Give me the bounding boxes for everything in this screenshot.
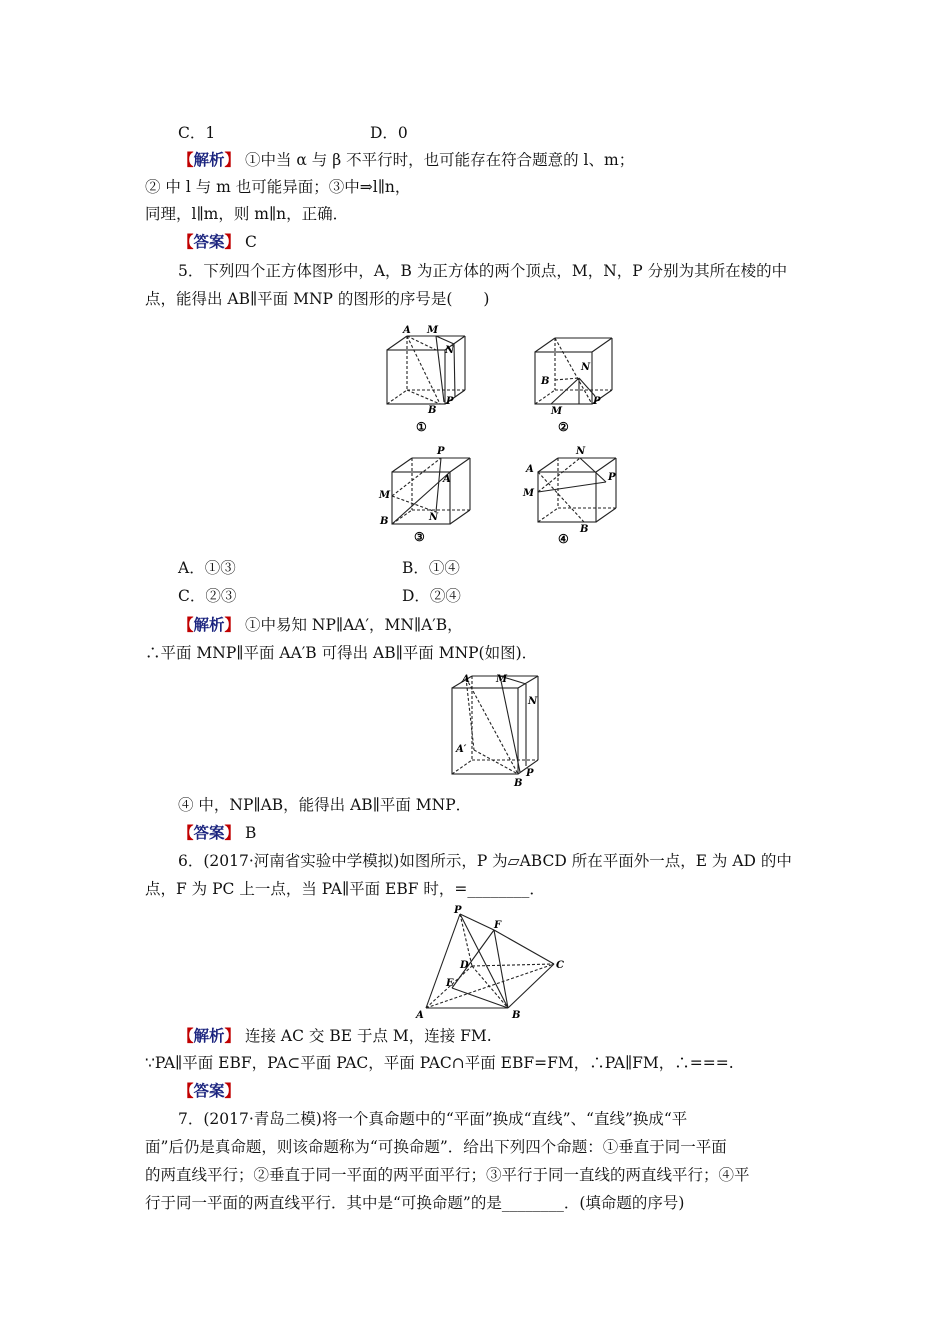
f1-number: ① (416, 420, 427, 434)
q6-analysis (178, 1025, 492, 1047)
cube-figure-1 (378, 320, 478, 438)
cube-figure-3 (376, 440, 476, 558)
pyramid-label-p: P (454, 905, 462, 916)
f5-label-n: N (528, 696, 538, 707)
f5-label-p: P (526, 768, 534, 779)
q4-option-d: D．0 (370, 124, 408, 142)
cube-figure-2 (527, 320, 627, 438)
q5-answer-value: B (244, 824, 257, 842)
f3-label-p: P (437, 446, 445, 457)
f4-label-m: M (523, 488, 535, 499)
f5-label-m: M (496, 674, 508, 685)
f3-label-a: A (443, 474, 451, 485)
f2-label-p: P (593, 396, 601, 407)
f2-label-b: B (541, 376, 550, 387)
q5-option-d: D．②④ (402, 587, 461, 605)
analysis-tag: 【解析】 (178, 615, 241, 634)
q5-analysis (178, 614, 463, 636)
q7-line2: 面”后仍是真命题，则该命题称为“可换命题”．给出下列四个命题：①垂直于同一平面 (145, 1138, 727, 1156)
f2-label-m: M (551, 406, 563, 417)
q5-option-a: A．①③ (178, 559, 236, 577)
pyramid-label-a: A (416, 1010, 424, 1021)
q4-analysis (178, 149, 634, 171)
f2-label-n: N (581, 362, 591, 373)
q6-stem-line1: 6．(2017·河南省实验中学模拟)如图所示，P 为▱ABCD 所在平面外一点，E 为 AD 的中 (178, 852, 792, 870)
pyramid-figure (410, 904, 580, 1022)
q5-option-b: B．①④ (402, 559, 460, 577)
q5-analysis-line2: ∴平面 MNP∥平面 AA′B 可得出 AB∥平面 MNP(如图)． (145, 644, 538, 662)
f4-label-b: B (580, 524, 589, 535)
answer-tag: 【答案】 (178, 1081, 241, 1100)
q5-stem-line1: 5．下列四个正方体图形中，A，B 为正方体的两个顶点，M，N，P 分别为其所在棱的中 (178, 262, 788, 280)
f1-label-n: N (445, 345, 455, 356)
answer-tag: 【答案】 (178, 823, 241, 842)
q4-analysis-line1: ①中当 α 与 β 不平行时，也可能存在符合题意的 l、m； (244, 151, 635, 169)
q7-line3: 的两直线平行；②垂直于同一平面的两平面平行；③平行于同一直线的两直线平行；④平 (145, 1166, 750, 1184)
f5-label-b: B (514, 778, 523, 789)
q5-analysis-line1: ①中易知 NP∥AA′，MN∥A′B， (244, 616, 463, 634)
f4-label-a: A (526, 464, 534, 475)
cube-figure-explanation (440, 668, 550, 790)
q4-answer-value: C (244, 233, 257, 251)
f1-label-m: M (427, 325, 439, 336)
q7-line1: 7．(2017·青岛二模)将一个真命题中的“平面”换成“直线”、“直线”换成“平 (178, 1110, 688, 1128)
q6-answer (178, 1080, 240, 1102)
f3-label-b: B (380, 516, 389, 527)
q5-answer (178, 822, 256, 844)
f4-number: ④ (558, 532, 569, 546)
pyramid-label-c: C (556, 960, 564, 971)
q4-analysis-line2: ② 中 l 与 m 也可能异面；③中⇒l∥n， (145, 178, 411, 196)
q6-analysis-line1: 连接 AC 交 BE 于点 M，连接 FM. (244, 1027, 492, 1045)
q4-answer (178, 231, 257, 253)
f1-label-b: B (428, 405, 437, 416)
pyramid-label-d: D (460, 960, 469, 971)
answer-tag: 【答案】 (178, 232, 241, 251)
q6-analysis-line2: ∵PA∥平面 EBF，PA⊂平面 PAC，平面 PAC∩平面 EBF=FM，∴PA∥FM，∴===. (145, 1054, 734, 1072)
q5-analysis-line3: ④ 中，NP∥AB，能得出 AB∥平面 MNP． (178, 796, 472, 814)
q7-line4: 行于同一平面的两直线平行．其中是“可换命题”的是________．(填命题的序号) (145, 1194, 685, 1212)
f2-number: ② (558, 420, 569, 434)
analysis-tag: 【解析】 (178, 1026, 241, 1045)
f4-label-n: N (576, 446, 586, 457)
f5-label-a-prime: A′ (456, 744, 467, 755)
pyramid-label-f: F (494, 920, 502, 931)
q5-option-c: C．②③ (178, 587, 237, 605)
f3-number: ③ (414, 530, 425, 544)
cube-figure-4 (520, 440, 624, 558)
f1-label-a: A (403, 325, 411, 336)
pyramid-label-e: E (446, 978, 454, 989)
analysis-tag: 【解析】 (178, 150, 241, 169)
f3-label-m: M (379, 490, 391, 501)
f4-label-p: P (608, 472, 616, 483)
q4-option-c: C．1 (178, 124, 216, 142)
f1-label-p: P (446, 396, 454, 407)
q4-analysis-line3: 同理，l∥m，则 m∥n，正确． (145, 205, 349, 223)
f5-label-a: A (462, 674, 470, 685)
q6-stem-line2: 点，F 为 PC 上一点，当 PA∥平面 EBF 时，=________． (145, 880, 545, 898)
q5-stem-line2: 点，能得出 AB∥平面 MNP 的图形的序号是( ) (145, 290, 490, 308)
f3-label-n: N (429, 512, 439, 523)
pyramid-label-b: B (512, 1010, 521, 1021)
